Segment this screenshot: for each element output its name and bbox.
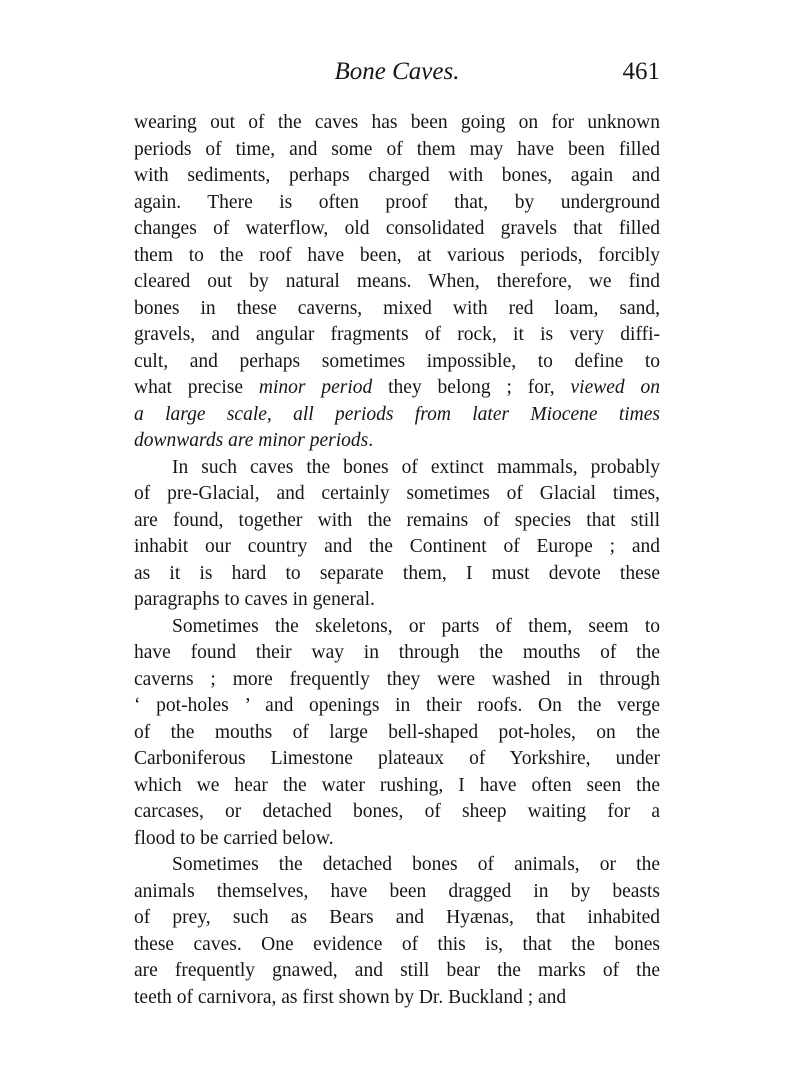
text-line — [134, 481, 660, 508]
text-line — [134, 852, 660, 879]
paragraph — [134, 455, 660, 614]
text-line — [134, 799, 660, 826]
text-run: again. There is often proof that, by underground — [134, 191, 660, 213]
text-line — [134, 614, 660, 641]
text-run: changes of waterflow, old consolidated gravels that filled — [134, 218, 660, 239]
italic-text: a large scale, all periods from later Miocene times — [134, 403, 660, 425]
text-line — [134, 826, 660, 853]
text-line — [134, 746, 660, 773]
text-run: with sediments, perhaps charged with bones, again and — [134, 165, 660, 186]
text-line — [134, 693, 660, 720]
text-run: cult, and perhaps sometimes impossible, to define to — [134, 350, 660, 372]
text-line — [134, 269, 660, 296]
text-run: them to the roof have been, at various periods, forcibly — [134, 244, 660, 266]
italic-text: downwards are minor periods — [134, 430, 369, 451]
text-line — [134, 508, 660, 535]
text-run: . — [368, 430, 374, 451]
text-run: gravels, and angular fragments of rock, it is very diffi- — [134, 324, 660, 345]
text-line — [134, 561, 660, 588]
text-run: these caves. One evidence of this is, that the bones — [134, 933, 660, 955]
text-line — [134, 720, 660, 747]
text-line — [134, 375, 660, 402]
paragraph — [134, 614, 660, 853]
running-title: Bone Caves. — [334, 58, 460, 85]
text-run: are found, together with the remains of species that still — [134, 509, 660, 531]
text-line — [134, 879, 660, 906]
text-line — [134, 322, 660, 349]
text-run: of pre-Glacial, and certainly sometimes of Glacial times, — [134, 483, 660, 504]
text-run: teeth of carnivora, as first shown by Dr. Buckland ; and — [134, 986, 567, 1008]
body-text — [134, 110, 660, 1011]
text-run: of prey, such as Bears and Hyænas, that inhabited — [134, 907, 660, 928]
text-run: have found their way in through the mouths of the — [134, 642, 660, 663]
text-run: carcases, or detached bones, of sheep waiting for a — [134, 801, 660, 822]
text-line — [134, 216, 660, 243]
text-line — [134, 163, 660, 190]
text-run: Carboniferous Limestone plateaux of Yorkshire, under — [134, 748, 660, 769]
text-run: are frequently gnawed, and still bear the marks of the — [134, 960, 660, 981]
text-line — [134, 428, 660, 455]
paragraph — [134, 852, 660, 1011]
text-run: Sometimes the detached bones of animals, or the — [172, 854, 660, 875]
text-line — [134, 137, 660, 164]
text-run: caverns ; more frequently they were washed in through — [134, 668, 660, 690]
text-line — [134, 296, 660, 323]
text-run: of the mouths of large bell-shaped pot-holes, on the — [134, 721, 660, 743]
text-line — [134, 402, 660, 429]
text-line — [134, 640, 660, 667]
italic-text: viewed on — [570, 377, 661, 398]
text-run: animals themselves, have been dragged in by beasts — [134, 880, 660, 902]
page-number: 461 — [622, 58, 660, 85]
italic-text: minor period — [258, 377, 373, 398]
paragraph — [134, 110, 660, 455]
page-header — [134, 58, 660, 94]
text-line — [134, 985, 660, 1012]
text-line — [134, 110, 660, 137]
text-run: periods of time, and some of them may have been filled — [134, 138, 660, 160]
text-run: bones in these caverns, mixed with red loam, sand, — [134, 297, 660, 319]
text-run: ‘ pot-holes ’ and openings in their roofs. On the verge — [134, 695, 660, 716]
text-line — [134, 905, 660, 932]
text-line — [134, 587, 660, 614]
text-run: they belong ; for, — [372, 377, 571, 398]
text-line — [134, 958, 660, 985]
text-line — [134, 349, 660, 376]
text-line — [134, 534, 660, 561]
text-run: flood to be carried below. — [134, 827, 334, 849]
text-run: Sometimes the skeletons, or parts of them, seem to — [172, 615, 660, 637]
text-run: cleared out by natural means. When, therefore, we find — [134, 271, 660, 292]
text-line — [134, 932, 660, 959]
text-line — [134, 190, 660, 217]
text-line — [134, 773, 660, 800]
text-run: as it is hard to separate them, I must devote these — [134, 562, 660, 584]
text-run: In such caves the bones of extinct mammals, probably — [172, 456, 660, 478]
text-line — [134, 667, 660, 694]
text-run: wearing out of the caves has been going on for unknown — [134, 112, 660, 133]
text-line — [134, 243, 660, 270]
text-run: inhabit our country and the Continent of Europe ; and — [134, 536, 660, 557]
text-line — [134, 455, 660, 482]
text-run: what precise — [134, 377, 259, 398]
text-run: paragraphs to caves in general. — [134, 589, 375, 610]
text-run: which we hear the water rushing, I have often seen the — [134, 774, 660, 796]
